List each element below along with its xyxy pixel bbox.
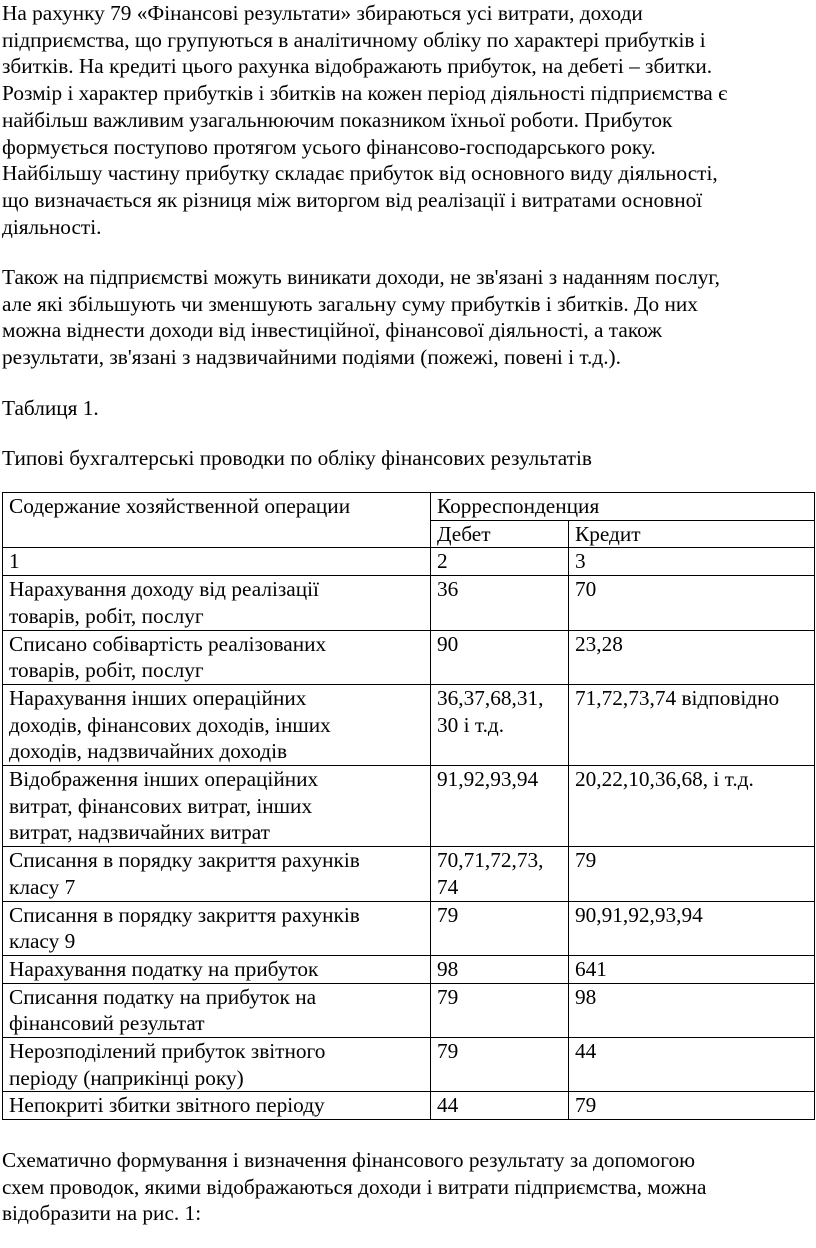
cell-debit: 79 xyxy=(431,983,569,1037)
table-row xyxy=(3,766,815,847)
cell-debit: 36 xyxy=(431,576,569,630)
header-debit: Дебет xyxy=(431,520,569,548)
cell-debit: 36,37,68,31, 30 і т.д. xyxy=(431,684,569,765)
cell-operation: Нарахування податку на прибуток xyxy=(3,955,431,983)
cell-debit: 98 xyxy=(431,955,569,983)
table-row xyxy=(3,576,815,630)
table-row xyxy=(3,901,815,955)
cell-credit: 44 xyxy=(569,1038,815,1092)
paragraph-other-income: Також на підприємстві можуть виникати доходи, не зв'язані з наданням послуг, але які збільшують чи зменшують загальну суму прибутків і збитків. До них можна віднести доходи від інвестиційної, фінансової діяльності, а також результати, зв'язані з надзвичайними подіями (пожежі, повені і т.д.). xyxy=(2,265,721,370)
header-correspondence: Корреспонденция xyxy=(431,493,815,521)
cell-debit: 70,71,72,73, 74 xyxy=(431,847,569,901)
cell-operation: Списання в порядку закриття рахунків класу 9 xyxy=(3,901,431,955)
table-row xyxy=(3,983,815,1037)
cell-operation: Нарахування доходу від реалізації товарів, робіт, послуг xyxy=(3,576,431,630)
column-number: 1 xyxy=(3,548,431,576)
table-row xyxy=(3,1092,815,1120)
table-number: Таблиця 1. xyxy=(2,396,99,420)
table-row xyxy=(3,955,815,983)
cell-operation: Непокриті збитки звітного періоду xyxy=(3,1092,431,1120)
cell-debit: 79 xyxy=(431,1038,569,1092)
cell-credit: 90,91,92,93,94 xyxy=(569,901,815,955)
cell-operation: Нарахування інших операційних доходів, фінансових доходів, інших доходів, надзвичайних доходів xyxy=(3,684,431,765)
paragraph-intro: На рахунку 79 «Фінансові результати» збираються усі витрати, доходи підприємства, що групуються в аналітичному обліку по характері прибутків і збитків. На кредиті цього рахунка відображають прибуток, на дебеті – збитки. Розмір і характер прибутків і збитків на кожен період діяльності підприємства є найбільш важливим узагальнюючим показником їхньої роботи. Прибуток формується поступово протягом усього фінансово-господарського року. Найбільшу частину прибутку складає прибуток від основного виду діяльності, що визначається як різниця між виторгом від реалізації і витратами основної діяльності. xyxy=(2,1,728,239)
table-header-row xyxy=(3,493,815,521)
column-number: 2 xyxy=(431,548,569,576)
cell-debit: 91,92,93,94 xyxy=(431,766,569,847)
cell-credit: 23,28 xyxy=(569,630,815,684)
cell-operation: Відображення інших операційних витрат, фінансових витрат, інших витрат, надзвичайних витрат xyxy=(3,766,431,847)
accounting-entries-table xyxy=(2,492,815,1120)
cell-credit: 70 xyxy=(569,576,815,630)
cell-credit: 79 xyxy=(569,1092,815,1120)
cell-credit: 98 xyxy=(569,983,815,1037)
cell-operation: Списання в порядку закриття рахунків класу 7 xyxy=(3,847,431,901)
header-credit: Кредит xyxy=(569,520,815,548)
table-row xyxy=(3,1038,815,1092)
table-numbering-row xyxy=(3,548,815,576)
column-number: 3 xyxy=(569,548,815,576)
table-title: Типові бухгалтерські проводки по обліку фінансових результатів xyxy=(2,446,592,470)
cell-credit: 79 xyxy=(569,847,815,901)
cell-operation: Списання податку на прибуток на фінансовий результат xyxy=(3,983,431,1037)
paragraph-schematic: Схематично формування і визначення фінансового результату за допомогою схем проводок, якими відображаються доходи і витрати підприємства, можна відобразити на рис. 1: xyxy=(2,1148,707,1226)
cell-credit: 20,22,10,36,68, і т.д. xyxy=(569,766,815,847)
header-operation: Содержание хозяйственной операции xyxy=(3,493,431,548)
table-row xyxy=(3,630,815,684)
cell-credit: 641 xyxy=(569,955,815,983)
cell-debit: 44 xyxy=(431,1092,569,1120)
table-row xyxy=(3,684,815,765)
table-row xyxy=(3,847,815,901)
cell-credit: 71,72,73,74 відповідно xyxy=(569,684,815,765)
cell-debit: 90 xyxy=(431,630,569,684)
cell-operation: Списано собівартість реалізованих товарів, робіт, послуг xyxy=(3,630,431,684)
cell-operation: Нерозподілений прибуток звітного періоду (наприкінці року) xyxy=(3,1038,431,1092)
cell-debit: 79 xyxy=(431,901,569,955)
